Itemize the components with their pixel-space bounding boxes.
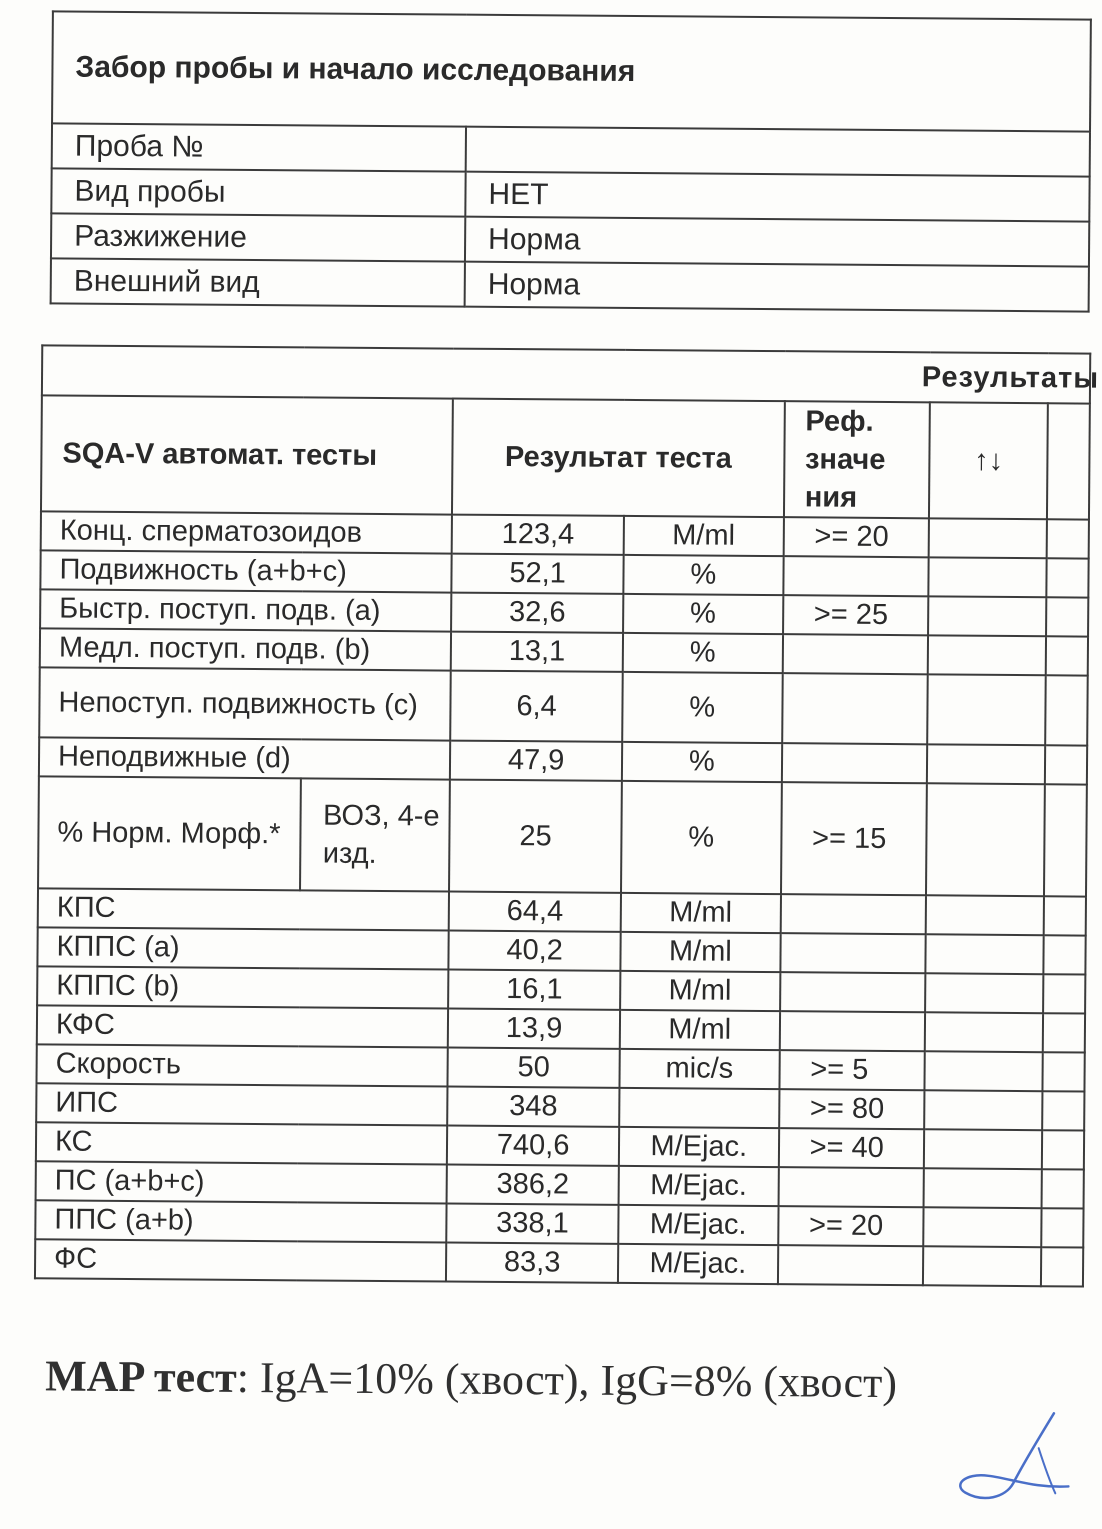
test-flag [928,635,1046,675]
test-ref [782,743,928,783]
test-flag [926,973,1044,1013]
test-ref: >= 5 [779,1050,925,1090]
test-value: 52,1 [452,554,624,594]
test-cut-cell [1047,519,1089,558]
test-value: 50 [448,1048,620,1088]
test-ref: >= 25 [783,595,929,635]
test-flag [926,934,1044,974]
test-flag [926,783,1045,896]
test-unit [619,1088,779,1128]
test-ref: >= 40 [779,1128,925,1168]
test-name: % Норм. Морф.* [38,776,300,890]
test-cut-cell [1043,1013,1085,1052]
header-result: Результат теста [452,399,784,518]
test-cut-cell [1042,1091,1084,1130]
map-test-line [45,1350,897,1408]
test-ref [780,894,926,934]
sampling-label: Разжижение [51,213,465,261]
test-value: 13,1 [451,632,623,672]
test-value: 338,1 [447,1204,619,1244]
test-unit: M/Ejac. [618,1244,778,1284]
test-value: 13,9 [448,1009,620,1049]
map-test-label: MAP тест [45,1351,237,1402]
sampling-row [51,168,1089,221]
test-flag [925,1051,1043,1091]
test-name: ПС (a+b+c) [36,1161,448,1203]
test-name: КППС (b) [37,966,449,1008]
test-name: КППС (a) [37,927,449,969]
test-name: Конц. сперматозоидов [41,511,453,553]
results-table [34,344,1100,1287]
test-value: 64,4 [449,892,621,932]
test-unit: M/ml [624,516,784,556]
test-value: 32,6 [451,593,623,633]
test-unit: M/Ejac. [618,1166,778,1206]
test-name: Быстр. поступ. подв. (a) [40,589,452,631]
test-ref: >= 20 [778,1206,924,1246]
test-unit: mic/s [619,1049,779,1089]
test-flag [924,1207,1042,1247]
test-flag [929,596,1047,636]
map-test-text: : IgA=10% (хвост), IgG=8% (хвост) [236,1352,898,1408]
test-unit: % [621,781,782,894]
test-ref: >= 15 [781,782,928,895]
results-caption: Результаты [42,345,1090,403]
header-cut-cell [1047,403,1090,519]
test-value: 40,2 [449,931,621,971]
test-name: ФС [35,1239,447,1281]
test-flag [929,518,1047,558]
test-name: КФС [37,1005,449,1047]
test-value: 348 [447,1087,619,1127]
result-row [35,1239,1083,1286]
header-arrows: ↑↓ [929,402,1048,519]
test-cut-cell [1044,935,1086,974]
test-cut-cell [1046,636,1088,675]
sampling-label: Проба № [52,123,466,171]
test-flag [925,1090,1043,1130]
test-name: ИПС [36,1083,448,1125]
test-flag [923,1246,1041,1286]
test-ref [778,1167,924,1207]
result-row [38,776,1087,896]
test-value: 740,6 [447,1126,619,1166]
sampling-row [51,258,1089,311]
test-ref [780,972,926,1012]
sampling-value: Норма [465,217,1089,267]
test-value: 16,1 [448,970,620,1010]
test-flag [924,1168,1042,1208]
test-name: Скорость [36,1044,448,1086]
test-flag [929,557,1047,597]
test-unit: M/ml [620,971,780,1011]
test-value: 6,4 [451,671,623,742]
test-value: 123,4 [452,515,624,555]
test-unit: M/Ejac. [618,1205,778,1245]
sampling-row [51,213,1089,266]
sampling-value: Норма [465,262,1089,312]
test-ref [782,673,928,744]
test-cut-cell [1046,558,1088,597]
test-unit: % [622,742,782,782]
test-name: Подвижность (a+b+c) [40,550,452,592]
test-flag [925,1012,1043,1052]
sampling-label: Внешний вид [51,258,465,306]
header-test: SQA-V автомат. тесты [41,395,453,514]
test-flag [927,744,1045,784]
sampling-label: Вид пробы [51,168,465,216]
test-unit: % [623,633,783,673]
test-ref [779,1011,925,1051]
test-ref [783,556,929,596]
test-method: ВОЗ, 4-е изд. [300,778,451,891]
test-name: Неподвижные (d) [39,737,451,779]
test-ref: >= 20 [783,517,929,557]
sampling-row [52,123,1090,176]
test-unit: M/Ejac. [619,1127,779,1167]
test-ref [782,634,928,674]
signature [943,1407,1069,1508]
test-unit: M/ml [620,932,780,972]
test-name: КПС [38,888,450,930]
test-value: 83,3 [446,1243,618,1283]
test-flag [926,895,1044,935]
test-cut-cell [1044,784,1087,896]
test-name: КС [36,1122,448,1164]
test-unit: % [623,594,783,634]
result-row [39,667,1088,745]
test-cut-cell [1041,1208,1083,1247]
test-ref: >= 80 [779,1089,925,1129]
results-header-row [41,395,1090,519]
test-value: 47,9 [450,741,622,781]
test-cut-cell [1042,1169,1084,1208]
test-cut-cell [1042,1130,1084,1169]
test-unit: % [622,672,782,743]
test-cut-cell [1043,974,1085,1013]
test-flag [924,1129,1042,1169]
sampling-value [466,127,1090,177]
test-cut-cell [1046,597,1088,636]
test-cut-cell [1043,1052,1085,1091]
test-cut-cell [1041,1247,1083,1286]
test-name: ППС (a+b) [35,1200,447,1242]
test-ref [778,1245,924,1285]
test-cut-cell [1045,745,1087,784]
header-ref: Реф. значе ния [784,401,931,518]
test-unit: M/ml [620,1010,780,1050]
test-unit: M/ml [621,893,781,933]
sampling-table [50,10,1092,312]
test-cut-cell [1044,896,1086,935]
test-flag [928,674,1046,745]
sampling-value: НЕТ [465,172,1089,222]
sampling-title: Забор пробы и начало исследования [52,11,1091,131]
test-cut-cell [1045,675,1087,745]
test-value: 386,2 [447,1165,619,1205]
test-name: Медл. поступ. подв. (b) [40,628,452,670]
test-name: Непоступ. подвижность (c) [39,667,451,740]
test-value: 25 [449,780,621,893]
test-unit: % [623,555,783,595]
test-ref [780,933,926,973]
